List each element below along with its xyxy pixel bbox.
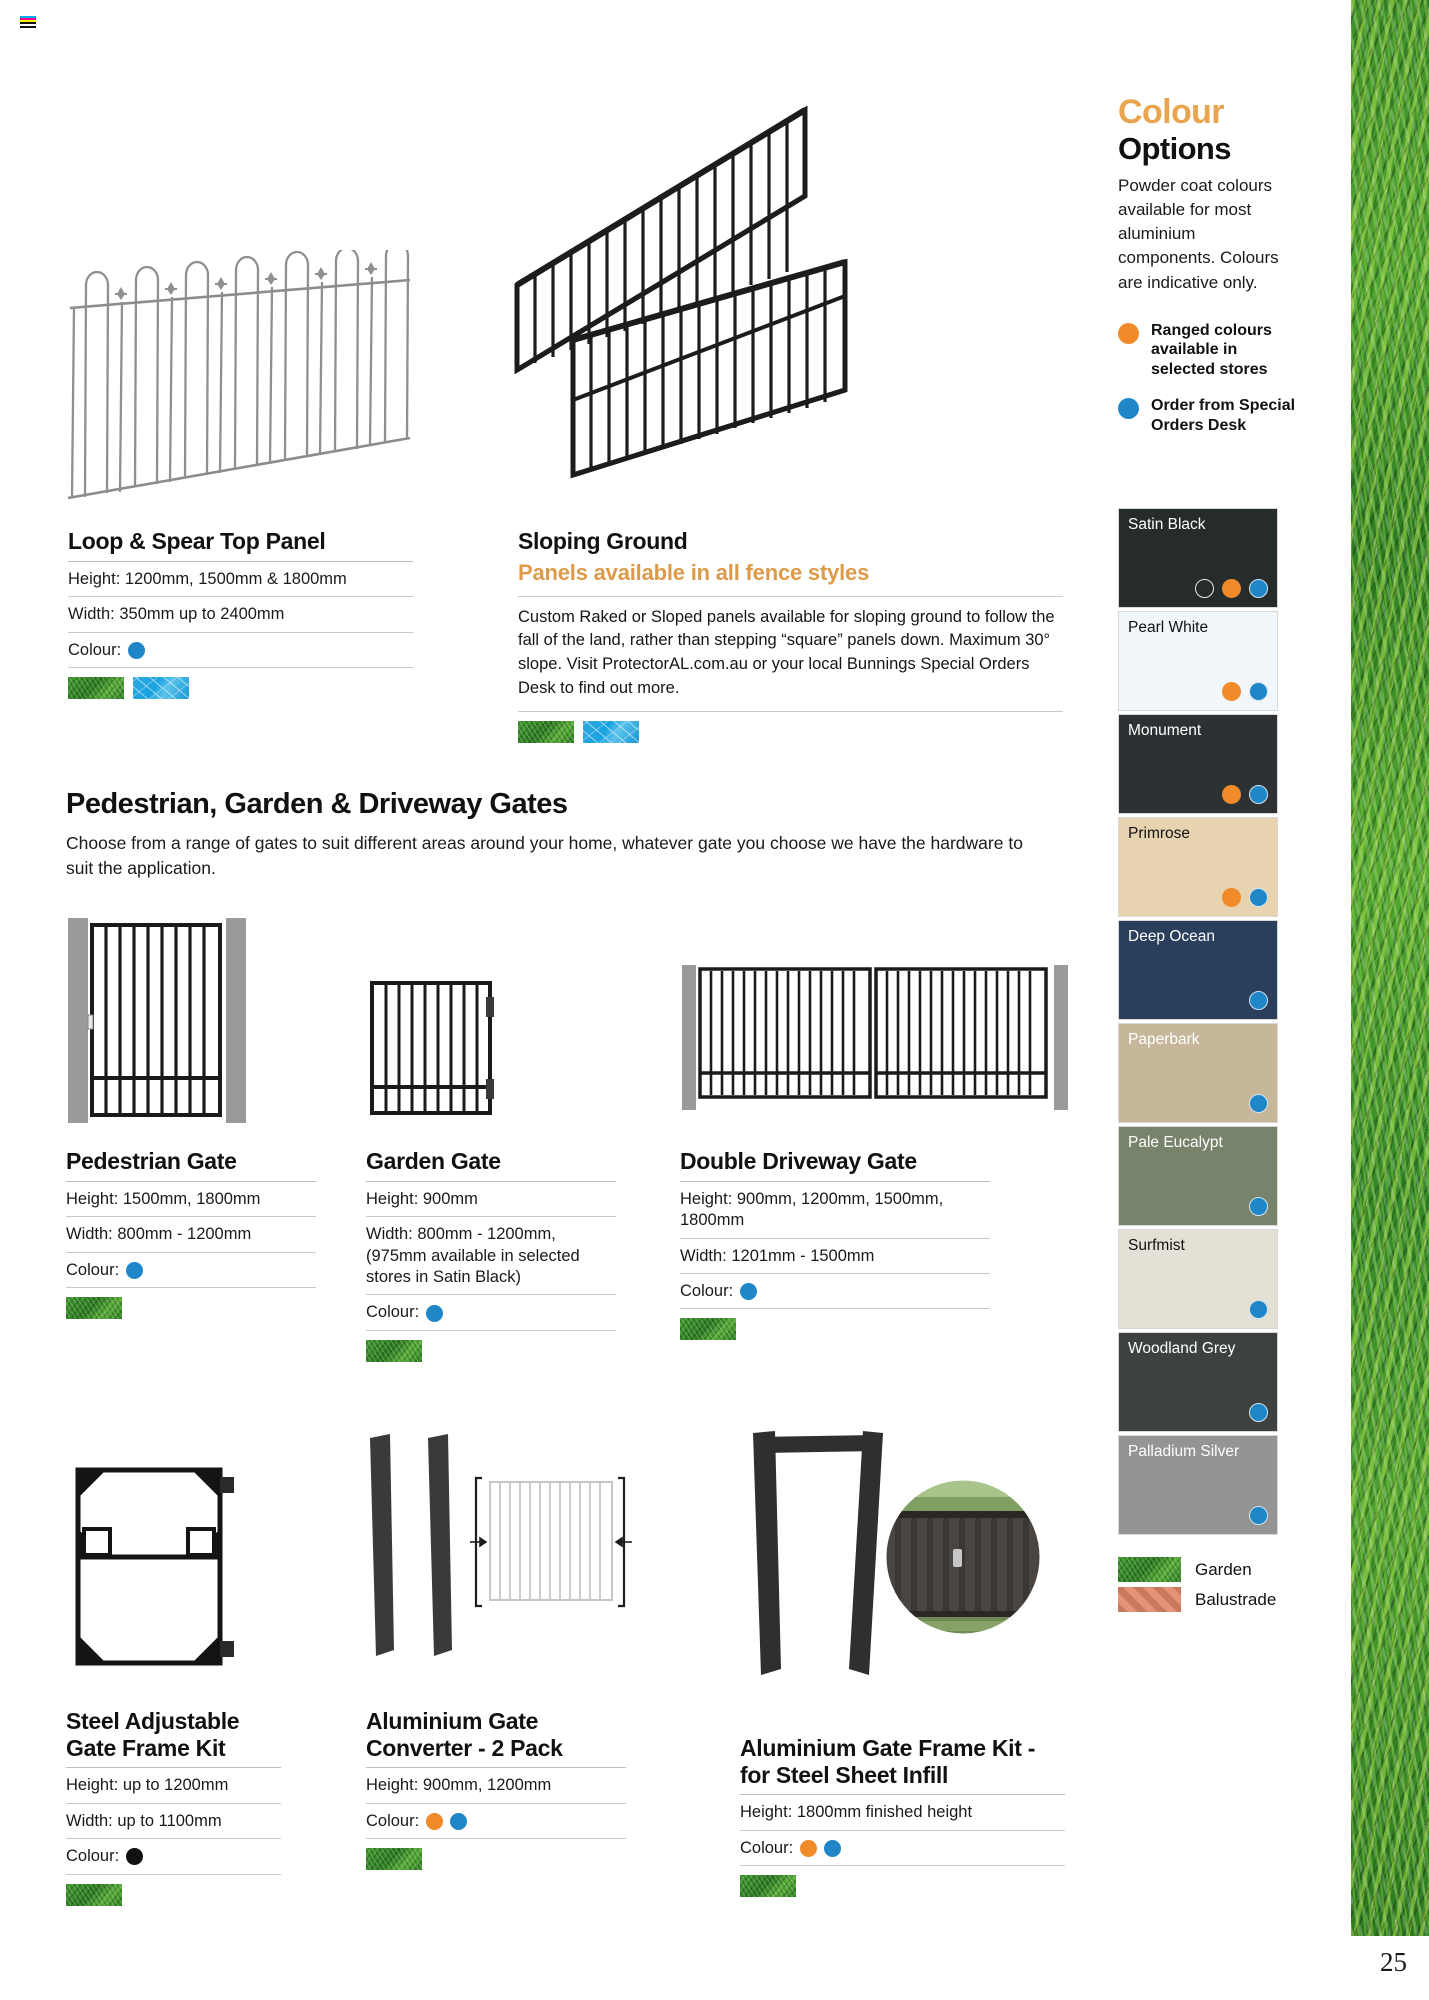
spec-divider xyxy=(66,1874,281,1875)
swatch-paperbark[interactable] xyxy=(1118,1023,1278,1123)
application-legend xyxy=(1118,1557,1280,1612)
spec-list xyxy=(680,1181,990,1310)
availability-dot-blue-icon xyxy=(1249,579,1268,598)
application-chips xyxy=(740,1875,1065,1897)
swatch-monument[interactable] xyxy=(1118,714,1278,814)
colour-dot-blue-icon xyxy=(824,1840,841,1857)
spec-colour xyxy=(366,1294,616,1329)
double-driveway-gate-illustration xyxy=(680,955,1070,1125)
swatch-dots xyxy=(1249,1403,1268,1422)
spec-height: Height: 1500mm, 1800mm xyxy=(66,1181,316,1216)
product-card-pedestrian-gate xyxy=(66,1148,316,1319)
sloping-divider xyxy=(518,711,1063,712)
colour-options-title-accent: Colour xyxy=(1118,93,1224,131)
garden-chip-icon xyxy=(68,677,124,699)
availability-dot-blue-icon xyxy=(1249,682,1268,701)
aluminium-gate-converter-illustration xyxy=(366,1430,656,1680)
colour-dot-blue-icon xyxy=(426,1305,443,1322)
spec-height: Height: up to 1200mm xyxy=(66,1767,281,1802)
colour-label: Colour: xyxy=(366,1303,420,1322)
swatch-palladium-silver[interactable] xyxy=(1118,1435,1278,1535)
spec-list xyxy=(66,1181,316,1288)
swatch-surfmist[interactable] xyxy=(1118,1229,1278,1329)
swatch-label: Palladium Silver xyxy=(1128,1443,1240,1460)
gates-section-intro: Choose from a range of gates to suit different areas around your home, whatever gate you choose we have the hardware to suit the application. xyxy=(66,833,1023,879)
garden-gate-illustration xyxy=(366,975,506,1125)
swatch-primrose[interactable] xyxy=(1118,817,1278,917)
spec-height: Height: 900mm, 1200mm, 1500mm, 1800mm xyxy=(680,1181,990,1238)
legend-item-ranged xyxy=(1118,321,1328,380)
product-card-steel-adjustable-kit xyxy=(66,1708,281,1906)
swatch-dots xyxy=(1222,785,1268,804)
swatch-label: Satin Black xyxy=(1128,516,1206,533)
product-card-alu-frame-sheet-infill xyxy=(740,1735,1065,1897)
availability-dot-orange-icon xyxy=(1222,785,1241,804)
spec-divider xyxy=(680,1308,990,1309)
swatch-dots xyxy=(1249,1506,1268,1525)
colour-dot-orange-icon xyxy=(426,1813,443,1830)
product-title: Double Driveway Gate xyxy=(680,1148,917,1174)
colour-dot-blue-icon xyxy=(740,1283,757,1300)
swatch-dots xyxy=(1249,1300,1268,1319)
spec-height: Height: 1200mm, 1500mm & 1800mm xyxy=(68,561,413,596)
colour-label: Colour: xyxy=(740,1838,794,1857)
spec-height: Height: 900mm, 1200mm xyxy=(366,1767,626,1802)
spec-divider xyxy=(740,1865,1065,1866)
swatch-dots xyxy=(1249,1197,1268,1216)
legend-label: Balustrade xyxy=(1195,1589,1277,1609)
spec-list xyxy=(740,1794,1065,1866)
colour-label: Colour: xyxy=(366,1811,420,1830)
application-chips xyxy=(66,1884,281,1906)
garden-chip-icon xyxy=(740,1875,796,1897)
availability-dot-orange-icon xyxy=(1222,682,1241,701)
pool-chip-icon xyxy=(133,677,189,699)
swatch-label: Deep Ocean xyxy=(1128,928,1216,945)
legend-dot-blue-icon xyxy=(1118,398,1139,419)
spec-width: Width: 800mm - 1200mm xyxy=(66,1216,316,1251)
spec-colour xyxy=(66,1838,281,1873)
spec-list xyxy=(68,561,413,668)
page-number: 25 xyxy=(1380,1947,1407,1977)
product-title: Steel Adjustable Gate Frame Kit xyxy=(66,1708,240,1761)
swatch-dots xyxy=(1222,888,1268,907)
availability-dot-blue-icon xyxy=(1249,991,1268,1010)
aluminium-frame-steel-sheet-illustration xyxy=(745,1425,1065,1695)
spec-list xyxy=(366,1181,616,1331)
garden-chip-icon xyxy=(366,1848,422,1870)
swatch-label: Paperbark xyxy=(1128,1031,1200,1048)
spec-width: Width: 1201mm - 1500mm xyxy=(680,1238,990,1273)
spec-divider xyxy=(66,1287,316,1288)
sloping-subtitle: Panels available in all fence styles xyxy=(518,559,870,585)
colour-label: Colour: xyxy=(68,640,122,659)
garden-chip-icon xyxy=(66,1884,122,1906)
spec-width: Width: up to 1100mm xyxy=(66,1803,281,1838)
colour-dot-blue-icon xyxy=(128,642,145,659)
swatch-dots xyxy=(1222,682,1268,701)
spec-colour xyxy=(366,1803,626,1838)
loop-spear-panel-illustration xyxy=(60,250,420,500)
garden-chip-icon xyxy=(66,1297,122,1319)
legend-row-balustrade xyxy=(1118,1587,1280,1612)
colour-label: Colour: xyxy=(66,1260,120,1279)
swatch-label: Pearl White xyxy=(1128,619,1209,636)
colour-options-body: Powder coat colours available for most aluminium components. Colours are indicative only. xyxy=(1118,176,1279,292)
spec-list xyxy=(366,1767,626,1839)
pool-chip-icon xyxy=(583,721,639,743)
spec-list xyxy=(66,1767,281,1874)
application-chips xyxy=(66,1297,316,1319)
pedestrian-gate-illustration xyxy=(66,915,256,1125)
swatch-satin-black[interactable] xyxy=(1118,508,1278,608)
spec-height: Height: 900mm xyxy=(366,1181,616,1216)
product-title: Garden Gate xyxy=(366,1148,501,1174)
balustrade-swatch-icon xyxy=(1118,1587,1181,1612)
product-card-sloping-ground xyxy=(518,528,1063,743)
swatch-pale-eucalypt[interactable] xyxy=(1118,1126,1278,1226)
colour-label: Colour: xyxy=(66,1847,120,1866)
colour-options-legend xyxy=(1118,321,1328,436)
application-chips xyxy=(680,1318,990,1340)
product-card-loop-spear xyxy=(68,528,413,699)
application-chips xyxy=(366,1848,626,1870)
spec-height: Height: 1800mm finished height xyxy=(740,1794,1065,1829)
colour-dot-black-icon xyxy=(126,1848,143,1865)
availability-dot-blue-icon xyxy=(1249,1506,1268,1525)
spec-divider xyxy=(366,1330,616,1331)
swatch-deep-ocean[interactable] xyxy=(1118,920,1278,1020)
product-card-garden-gate xyxy=(366,1148,616,1362)
gates-section-header xyxy=(66,788,1026,882)
swatch-label: Surfmist xyxy=(1128,1237,1185,1254)
legend-label: Ranged colours available in selected stores xyxy=(1151,321,1272,378)
spec-width: Width: 350mm up to 2400mm xyxy=(68,596,413,631)
colour-dot-blue-icon xyxy=(450,1813,467,1830)
cmyk-registration-mark xyxy=(20,16,36,29)
legend-label: Garden xyxy=(1195,1559,1252,1579)
colour-swatch-list xyxy=(1118,508,1280,1617)
swatch-pearl-white[interactable] xyxy=(1118,611,1278,711)
sloping-body: Custom Raked or Sloped panels available for sloping ground to follow the fall of the land, rather than stepping “square” panels down. Maximum 30° slope. Visit ProtectorAL.com.au or your local Bunnings Special Orders Desk to find out more. xyxy=(518,607,1055,697)
product-title: Aluminium Gate Converter - 2 Pack xyxy=(366,1708,563,1761)
product-title: Aluminium Gate Frame Kit - for Steel Sheet Infill xyxy=(740,1735,1036,1788)
steel-adjustable-frame-illustration xyxy=(68,1445,258,1675)
legend-row-garden xyxy=(1118,1557,1280,1582)
application-chips xyxy=(366,1340,616,1362)
legend-dot-orange-icon xyxy=(1118,323,1139,344)
spec-divider xyxy=(68,667,413,668)
availability-dot-orange-icon xyxy=(1222,579,1241,598)
spec-colour xyxy=(68,632,413,667)
garden-chip-icon xyxy=(518,721,574,743)
spec-divider xyxy=(366,1838,626,1839)
swatch-label: Primrose xyxy=(1128,825,1191,842)
availability-dot-blue-icon xyxy=(1249,1403,1268,1422)
sloping-title: Sloping Ground xyxy=(518,528,688,554)
gates-section-heading: Pedestrian, Garden & Driveway Gates xyxy=(66,788,568,820)
swatch-dots xyxy=(1195,579,1268,598)
legend-label: Order from Special Orders Desk xyxy=(1151,397,1296,434)
swatch-woodland-grey[interactable] xyxy=(1118,1332,1278,1432)
product-title: Loop & Spear Top Panel xyxy=(68,528,326,554)
product-card-double-driveway-gate xyxy=(680,1148,990,1340)
application-chips xyxy=(68,677,413,699)
colour-label: Colour: xyxy=(680,1281,734,1300)
sloping-chips xyxy=(518,721,1063,743)
spec-colour xyxy=(740,1830,1065,1865)
swatch-label: Woodland Grey xyxy=(1128,1340,1236,1357)
availability-dot-blue-icon xyxy=(1249,888,1268,907)
swatch-label: Monument xyxy=(1128,722,1202,739)
colour-options-panel xyxy=(1118,95,1328,435)
availability-dot-blue-icon xyxy=(1249,1300,1268,1319)
swatch-dots xyxy=(1249,1094,1268,1113)
spec-colour xyxy=(680,1273,990,1308)
legend-item-special-order xyxy=(1118,396,1328,435)
colour-options-title: Options xyxy=(1118,131,1231,166)
spec-width: Width: 800mm - 1200mm, (975mm available in selected stores in Satin Black) xyxy=(366,1216,616,1294)
swatch-label: Pale Eucalypt xyxy=(1128,1134,1223,1151)
spec-colour xyxy=(66,1252,316,1287)
swatch-dots xyxy=(1249,991,1268,1010)
colour-dot-orange-icon xyxy=(800,1840,817,1857)
availability-dot-ring-icon xyxy=(1195,579,1214,598)
product-title: Pedestrian Gate xyxy=(66,1148,237,1174)
product-card-gate-converter xyxy=(366,1708,626,1870)
availability-dot-orange-icon xyxy=(1222,888,1241,907)
sloping-ground-illustration xyxy=(505,100,1065,500)
availability-dot-blue-icon xyxy=(1249,1094,1268,1113)
garden-chip-icon xyxy=(680,1318,736,1340)
grass-edge-band xyxy=(1351,0,1429,1936)
garden-swatch-icon xyxy=(1118,1557,1181,1582)
colour-dot-blue-icon xyxy=(126,1262,143,1279)
availability-dot-blue-icon xyxy=(1249,785,1268,804)
availability-dot-blue-icon xyxy=(1249,1197,1268,1216)
garden-chip-icon xyxy=(366,1340,422,1362)
